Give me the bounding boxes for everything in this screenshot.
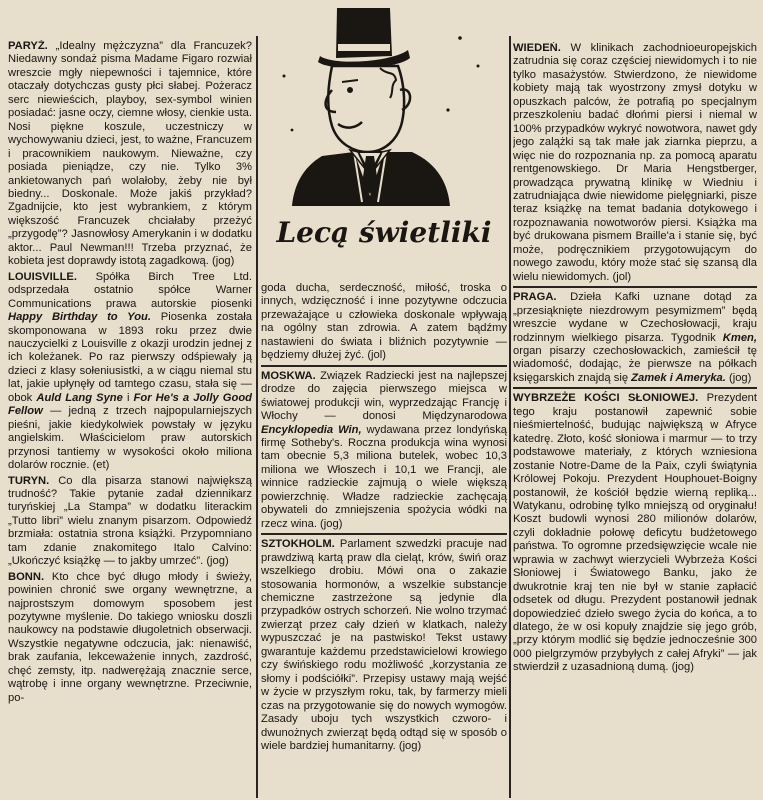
article-text: wydawana przez londyńską firmę Sotheby's. Roczna produkcja wina wynosi tam obecnie 5,3 miliona butelek, wobec 10,3 miliona we Włoszech i 10,1 we Francji, ale winnice radzieckie zajmują o wiele większą powierzchnię. Władze radzieckie zachęcają obywateli do zmniejszenia spożycia wódki na rzecz wina. (jog) <box>261 423 507 530</box>
dateline: LOUISVILLE. <box>8 270 77 283</box>
article-ivory-coast <box>513 387 757 675</box>
article-text: „Idealny mężczyzna” dla Francuzek? Niedawny sondaż pisma Madame Figaro rozwiał wreszcie mgły niepewności i tajemnice, które otaczały dotychczas gusty płci słabej. Pożeracz serc niewieścich, playboy, sex-symbol winien posiadać: jasne oczy, ciemne włosy, cienkie usta. Nosi piękne koszule, uczestniczy w wychowywaniu dzieci, jest, to ważne, Francuzem i pracownikiem naukowym. Nieważne, czy posiada pieniądze, czy nie. Tylko 3% ankietowanych pań wolałoby, żeby nie był biedny... Doskonale. Może jakiś przykład? Zgadnijcie, kto jest wybrankiem, z którym większość Francuzek chciałaby przeżyć „przygodę”? Jasnowłosy Amerykanin i w dodatku aktor... Paul Newman!!! Trzeba przyznać, że kobieta jest doprawdy istotą zagadkową. (jog) <box>8 40 252 268</box>
dateline: PARYŻ. <box>8 40 48 52</box>
song-title: Happy Birthday to You. <box>8 311 152 324</box>
article-stockholm <box>261 533 507 753</box>
article-louisville <box>8 271 252 473</box>
article-turin <box>8 475 252 569</box>
article-text: Związek Radziecki jest na najlepszej drodze do zajęcia pierwszego miejsca w światowej produkcji win, wyprzedzając Francję i Włochy — donosi Międzynarodowa <box>261 369 507 423</box>
article-text: Piosenka została skomponowana w 1893 roku przez dwie nauczycielki z Louisville z okazji urodzin jednej z ich koleżanek. Po raz pierwszy odśpiewały ją dzieci z klasy sołeniusistki, a w ciągu niemal stu lat, jakie upłynęły od tamtego czasu, stała się — obok <box>8 311 252 404</box>
article-paris <box>8 40 252 269</box>
article-text: — jedną z trzech najpopularniejszych pieśni, jakie kiedykolwiek powstały w języku angielskim. Właścicielom praw autorskich przynosi tantiemy w wysokości około miliona dolarów rocznie. (et) <box>8 405 252 472</box>
article-text: Spółka Birch Tree Ltd. odsprzedała ostatnio spółce Warner Communications prawa autorskie piosenki <box>8 270 252 310</box>
dateline: BONN. <box>8 570 45 583</box>
song-title: Auld Lang Syne <box>36 391 123 404</box>
header-title: Lecą świetliki <box>276 216 492 249</box>
dateline: MOSKWA. <box>261 369 316 382</box>
dateline: TURYN. <box>8 474 50 487</box>
magazine-title: Kmen, <box>722 331 757 344</box>
book-titles: Zamek i Ameryka. <box>631 371 726 384</box>
middle-column <box>261 282 507 796</box>
article-text: Dzieła Kafki uznane dotąd za „przesiąknięte niezdrowym pesymizmem” będą wreszcie wydane w Czechosłowacji, kraju rodzinnym wielkiego pisarza. Tygodnik <box>513 291 757 344</box>
book-title: Encyklopedia Win, <box>261 423 362 436</box>
article-text: i <box>126 391 130 404</box>
left-column <box>8 40 252 796</box>
article-text: Prezydent tego kraju postanowił zapewnić sobie nieśmiertelność, budując największą w Afryce katedrę. Złoto, kość słoniowa i marmur — to trzy podstawowe materiały, z których wzniesiona zostanie Notre-Dame de la Paix, czyli świątynia Królowej Pokoju. Prezydent Houphouet-Boigny postanowił, że kościół będzie wierną repliką... Watykanu, odrobinę tylko mniejszą od oryginału! Koszt budowli wynosi 280 milionów dolarów, czyli dokładnie połowę deficytu budżetowego państwa. To ogromne przedsięwzięcie wcale nie wprawia w zachwyt wierzycieli Wybrzeża Kości Słoniowej i Światowego Banku, jako że dwukrotnie kraj ten nie był w stanie zapłacić odsetek od długu. Prezydent postanowił jednak dopowiedzieć dzieło swego życia do końca, a to dlatego, że w osi kopuły znajdzie się jego grób, „przy którym modlić się będzie jednocześnie 300 000 pielgrzymów przybyłych z całej Afryki” — jak stwierdził z uzasadnioną dumą. (jog) <box>513 392 757 674</box>
right-column <box>513 42 757 796</box>
article-signature: (jog) <box>729 371 752 384</box>
article-bonn <box>8 571 252 706</box>
article-text: Co dla pisarza stanowi największą trudność? Takie pytanie zadał dziennikarz turyńskiej „La Stampa” w dodatku literackim „Tutto libri” wielu znanym pisarzom. Odpowiedź brzmiała: ostatnia strona książki. Przypomniano tam zdanie znakomitego Italo Calvino: „Ukończyć książkę — to jakby umrzeć”. (jog) <box>8 474 252 568</box>
article-prague <box>513 286 757 385</box>
article-text: organ pisarzy czechosłowackich, zamieścił tę wiadomość, dodając, że pierwsze na półkach księgarskich znajdą się <box>513 344 757 384</box>
dateline: SZTOKHOLM. <box>261 538 335 551</box>
dateline: WIEDEŃ. <box>513 42 561 54</box>
column-rule-right <box>509 36 511 798</box>
article-text: goda ducha, serdeczność, miłość, troska o innych, wdzięczność i inne pozytywne odczucia przeważające u człowieka doskonale wpływają na ogólny stan zdrowia. A zatem bądźmy nastawieni do świata i bliźnich pozytywnie — będziemy dłużej żyć. (jol) <box>261 282 507 362</box>
article-text: W klinikach zachodnioeuropejskich zatrudnia się coraz częściej niewidomych i to nie tylko masażystów. Stwierdzono, że niewidome kobiety mają tak wyostrzony zmysł dotyku w opuszkach palców, że potrafią po specjalnym przeszkoleniu badać dłońmi piersi i niemal w 100% przypadków wykryć nowotwora, nawet gdy jego zalążki są tak małe jak ziarnka pieprzu, a więc nie do rozpoznania np. za pomocą aparatu rentgenowskiego. Dr Maria Hengstberger, prowadząca prywatną klinikę w Wiedniu i zatrudniająca dwie niewidome pielęgniarki, pisze teraz książkę na temat badania dotykowego i rozpoznawania nowotworów piersi. Książka ma być drukowana pismem Braille'a i stanie się, być może, podręcznikiem przygotowującym do nowego zawodu, który może stać się szansą dla wielu niewidomych. (jol) <box>513 42 757 283</box>
article-moscow <box>261 365 507 531</box>
article-text: Kto chce być długo młody i świeży, powinien chronić swe organy wewnętrzne, a najprostszym domowym sposobem jest pozytywne myślenie. Do takiego wniosku doszli naukowcy na podstawie długoletnich obserwacji. Wszystkie negatywne odczucia, jak: nienawiść, brak zaufania, lekceważenie innych, zazdrość, chęć zemsty, itp. nadwerężają znacznie serce, wątrobę i inne organy wewnętrzne. Przeciwnie, po- <box>8 570 252 704</box>
song-title: For He's a Jolly Good Fellow <box>8 391 252 418</box>
article-bonn-continued <box>261 282 507 363</box>
header-illustration <box>262 6 508 278</box>
dateline: WYBRZEŻE KOŚCI SŁONIOWEJ. <box>513 392 699 405</box>
column-rule-left <box>256 36 258 798</box>
dateline: PRAGA. <box>513 291 557 304</box>
article-text: Parlament szwedzki pracuje nad prawdziwą kartą praw dla cieląt, krów, świń oraz wszelkiego drobiu. Mówi ona o zakazie stosowania hormonów, a wszelkie substancje chemiczne zastrzeżone są jedynie dla przypadków ostrych schorzeń. Nie wolno trzymać zwierząt przez cały dzień w klatkach, należy wypuszczać je na pastwisko! Tekst ustawy gwarantuje każdemu przedstawicielowi krowiego czy świńskiego rodu możliwość „korzystania ze słomy i podściółki”. Przepisy ustawy mają wejść w życie w przyszłym roku, tak, by farmerzy mieli czas na przygotowanie się do nowych wymogów. Zasady uboju tych wszystkich czworo- i dwunożnych zwierząt będą odtąd się w sposób o wiele bardziej humanitarny. (jog) <box>261 538 507 752</box>
article-vienna <box>513 42 757 284</box>
